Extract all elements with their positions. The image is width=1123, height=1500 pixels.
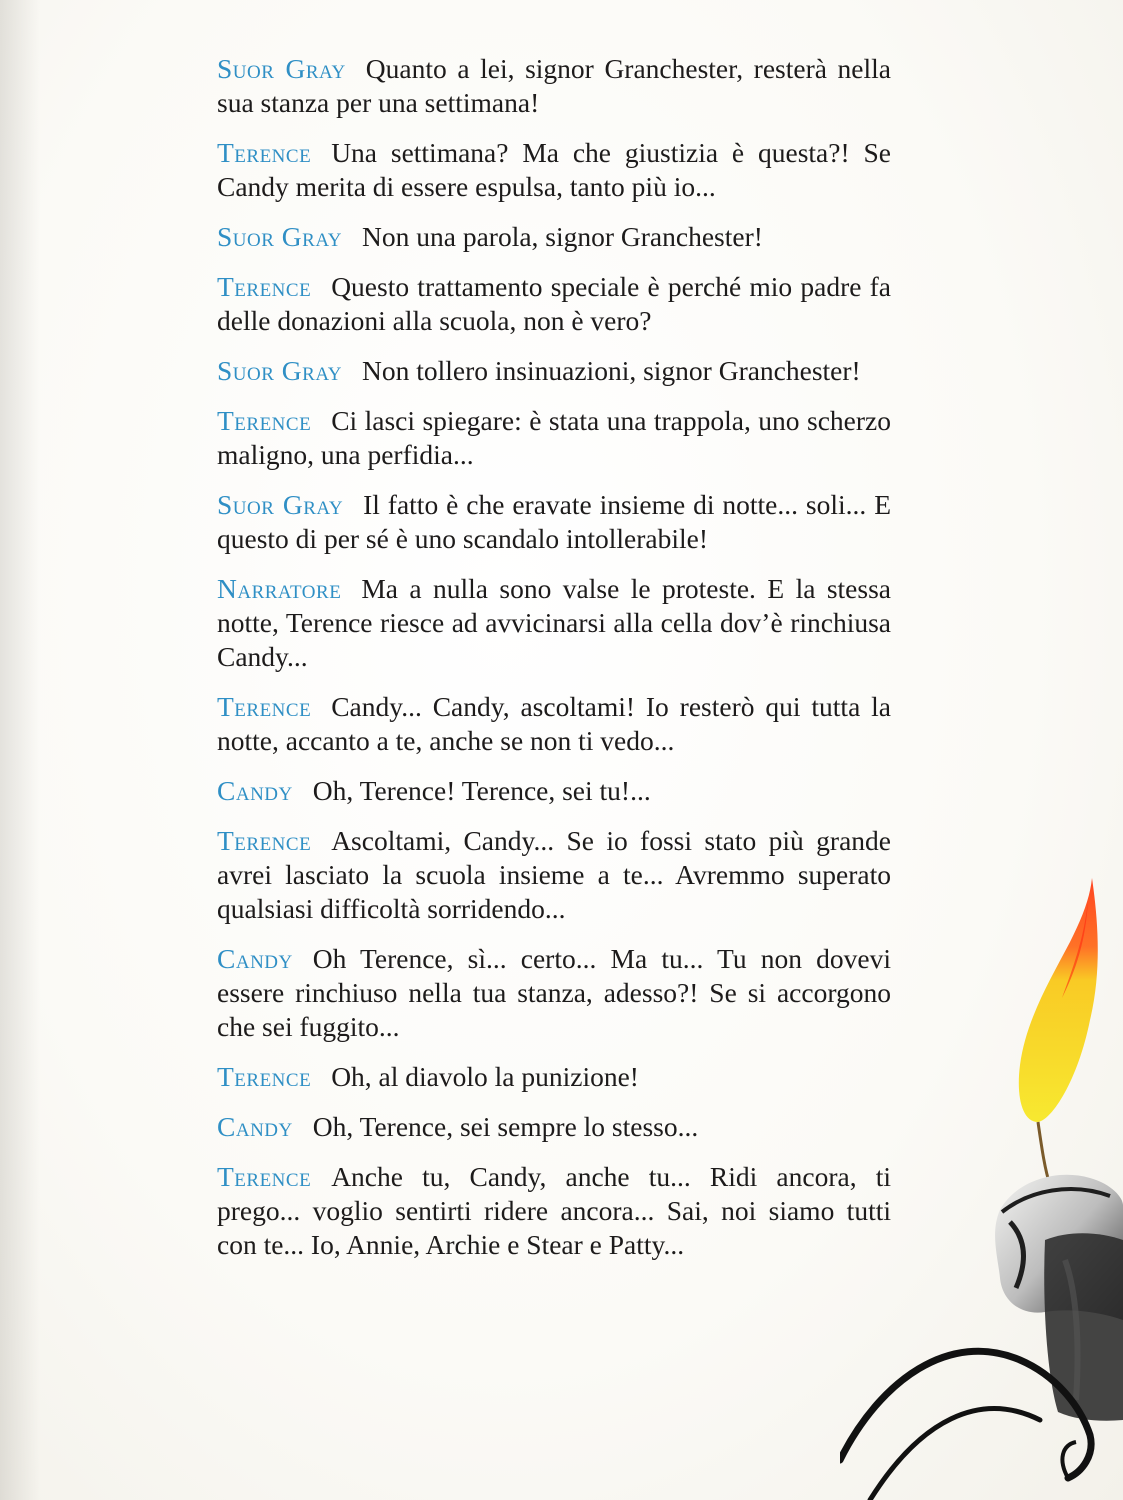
dialogue-line xyxy=(217,136,891,204)
speaker-name: Terence xyxy=(217,137,312,168)
speaker-name: Terence xyxy=(217,825,312,856)
dialogue-line xyxy=(217,220,891,254)
speaker-name: Suor Gray xyxy=(217,355,343,386)
dialogue-line xyxy=(217,774,891,808)
dialogue-line xyxy=(217,942,891,1044)
speech-text: Anche tu, Candy, anche tu... Ridi ancora, ti prego... voglio sentirti ridere ancora... Sai, noi siamo tutti con te... Io, Annie, Archie e Stear e Patty... xyxy=(217,1161,891,1260)
speech-text: Il fatto è che eravate insieme di notte... soli... E questo di per sé è uno scandalo intollerabile! xyxy=(217,489,892,554)
dialogue-line xyxy=(217,572,891,674)
speech-text: Oh, Terence! Terence, sei tu!... xyxy=(312,775,651,806)
speaker-name: Terence xyxy=(217,1061,312,1092)
dialogue-script xyxy=(217,52,891,1278)
dialogue-line xyxy=(217,1060,891,1094)
dialogue-line xyxy=(217,404,891,472)
speech-text: Non tollero insinuazioni, signor Granchester! xyxy=(362,355,861,386)
speech-text: Ci lasci spiegare: è stata una trappola, uno scherzo maligno, una perfidia... xyxy=(217,405,891,470)
speaker-name: Suor Gray xyxy=(217,221,343,252)
speech-text: Oh, al diavolo la punizione! xyxy=(331,1061,639,1092)
speech-text: Oh Terence, sì... certo... Ma tu... Tu non dovevi essere rinchiuso nella tua stanza, adesso?! Se si accorgono che sei fuggito... xyxy=(217,943,891,1042)
dialogue-line xyxy=(217,824,891,926)
speaker-name: Terence xyxy=(217,271,312,302)
speech-text: Una settimana? Ma che giustizia è questa?! Se Candy merita di essere espulsa, tanto più io... xyxy=(217,137,891,202)
speaker-name: Suor Gray xyxy=(217,489,344,520)
speaker-name: Terence xyxy=(217,691,312,722)
dialogue-line xyxy=(217,270,891,338)
speaker-name: Candy xyxy=(217,943,293,974)
speaker-name: Terence xyxy=(217,1161,312,1192)
flame-shape xyxy=(1019,878,1098,1122)
candle-body xyxy=(1044,1233,1123,1420)
dialogue-line xyxy=(217,488,891,556)
page-binding-shadow xyxy=(0,0,40,1500)
dialogue-line xyxy=(217,1160,891,1262)
speech-text: Oh, Terence, sei sempre lo stesso... xyxy=(312,1111,699,1142)
dialogue-line xyxy=(217,52,891,120)
candle-flame-icon xyxy=(840,860,1123,1500)
speaker-name: Narratore xyxy=(217,573,342,604)
speaker-name: Terence xyxy=(217,405,312,436)
speech-text: Questo trattamento speciale è perché mio padre fa delle donazioni alla scuola, non è vero? xyxy=(217,271,891,336)
wick-line xyxy=(1038,1122,1050,1185)
dialogue-line xyxy=(217,690,891,758)
speaker-name: Candy xyxy=(217,1111,293,1142)
speech-text: Ascoltami, Candy... Se io fossi stato più grande avrei lasciato la scuola insieme a te... Avremmo superato qualsiasi difficoltà sorridendo... xyxy=(217,825,891,924)
speaker-name: Suor Gray xyxy=(217,53,346,84)
dialogue-line xyxy=(217,1110,891,1144)
speech-text: Quanto a lei, signor Granchester, resterà nella sua stanza per una settimana! xyxy=(217,53,891,118)
speech-text: Candy... Candy, ascoltami! Io resterò qui tutta la notte, accanto a te, anche se non ti vedo... xyxy=(217,691,891,756)
speech-text: Non una parola, signor Granchester! xyxy=(362,221,763,252)
speaker-name: Candy xyxy=(217,775,293,806)
dialogue-line xyxy=(217,354,891,388)
speech-text: Ma a nulla sono valse le proteste. E la stessa notte, Terence riesce ad avvicinarsi alla cella dov’è rinchiusa Candy... xyxy=(217,573,891,672)
